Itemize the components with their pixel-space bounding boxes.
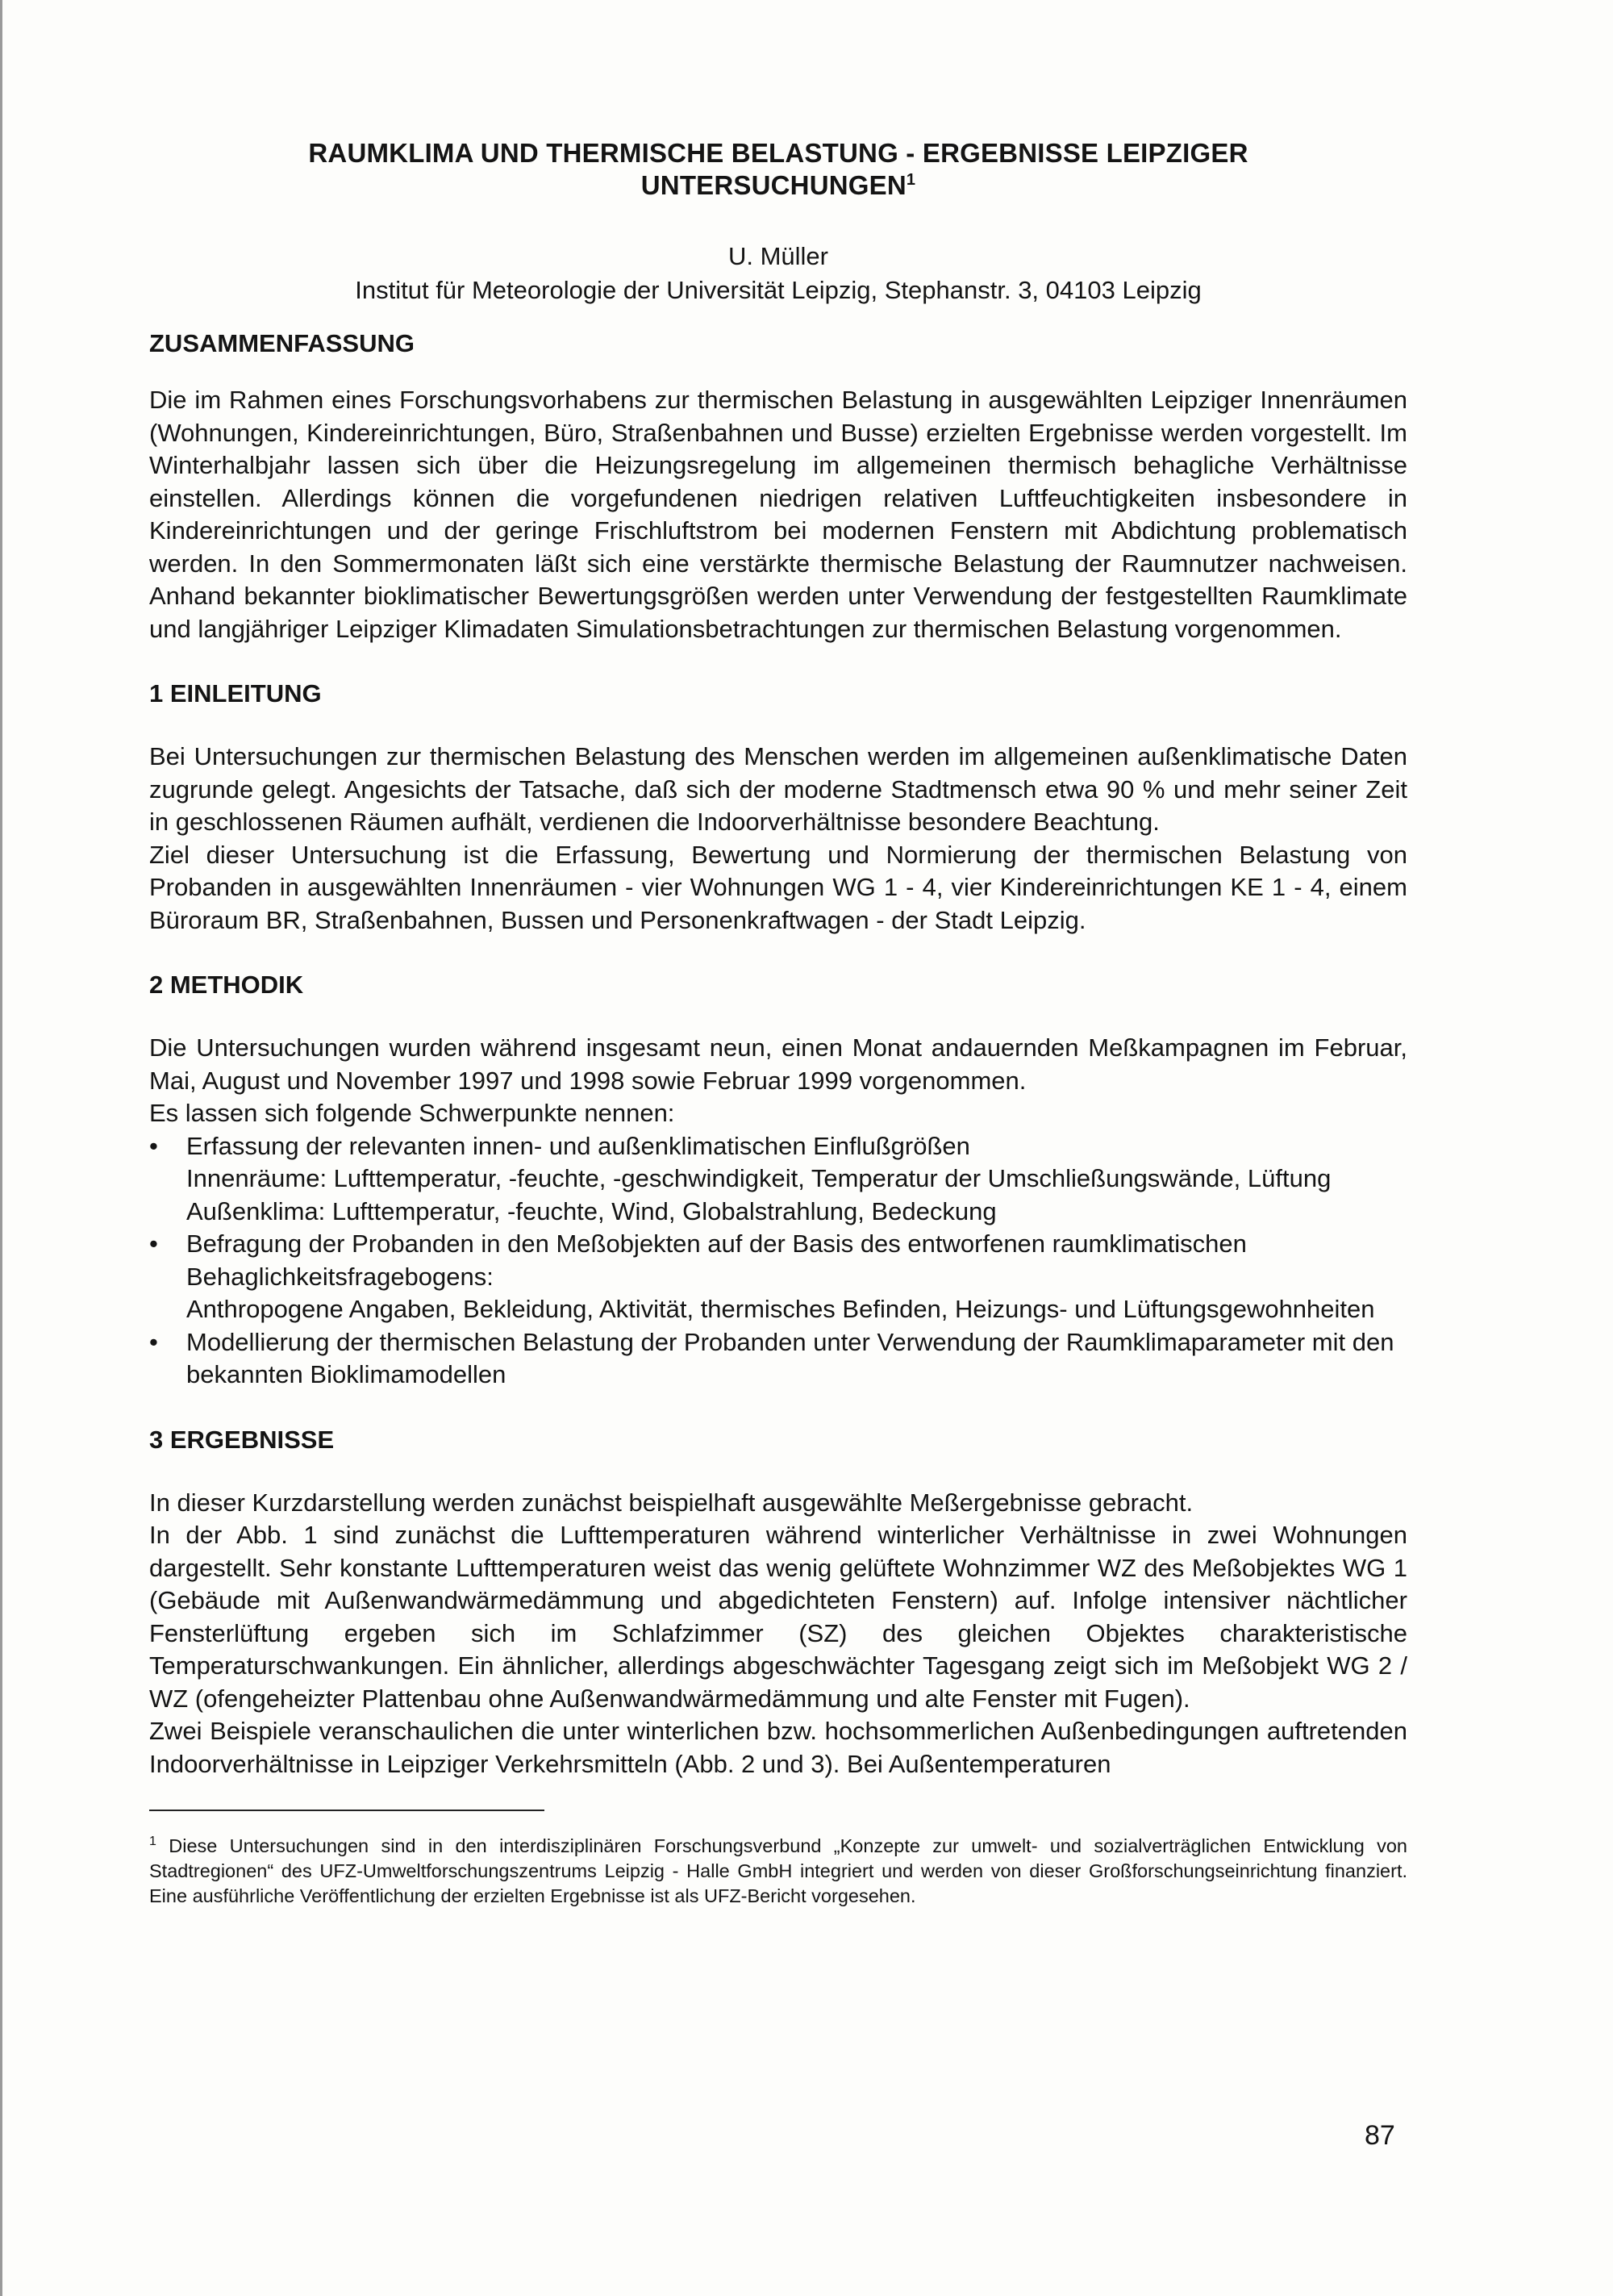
bullet-2-main: Befragung der Probanden in den Meßobjekten auf der Basis des entworfenen raumklimatischen Behaglichkeitsfragebogens: <box>186 1229 1247 1291</box>
section-1-heading: 1 EINLEITUNG <box>149 679 322 708</box>
footnote-text: Diese Untersuchungen sind in den interdisziplinären Forschungsverbund „Konzepte zur umwelt- und sozialverträglichen Entwicklung von Stadtregionen“ des UFZ-Umweltforschungszentrums Leipzig - Halle GmbH integriert und werden von dieser Großforschungseinrichtung finanziert. Eine ausführliche Veröffentlichung der erzielten Ergebnisse ist als UFZ-Bericht vorgesehen. <box>149 1835 1407 1906</box>
abstract-text: Die im Rahmen eines Forschungsvorhabens zur thermischen Belastung in ausgewählten Leipziger Innenräumen (Wohnungen, Kindereinrichtungen, Büro, Straßenbahnen und Busse) erzielten Ergebnisse werden vorgestellt. Im Winterhalbjahr lassen sich über die Heizungsregelung im allgemeinen thermisch behagliche Verhältnisse einstellen. Allerdings können die vorgefundenen niedrigen relativen Luftfeuchtigkeiten insbesondere in Kindereinrichtungen und der geringe Frischluftstrom bei modernen Fenstern mit Abdichtung problematisch werden. In den Sommermonaten läßt sich eine verstärkte thermische Belastung der Raumnutzer nachweisen. Anhand bekannter bioklimatischer Bewertungsgrößen werden unter Verwendung der festgestellten Raumklimate und langjähriger Leipziger Klimadaten Simulationsbetrachtungen zur thermischen Belastung vorgenommen. <box>149 386 1407 643</box>
affiliation: Institut für Meteorologie der Universität Leipzig, Stephanstr. 3, 04103 Leipzig <box>355 276 1202 304</box>
bullet-1-sub-1: Innenräume: Lufttemperatur, -feuchte, -geschwindigkeit, Temperatur der Umschließungswände, Lüftung <box>186 1164 1332 1192</box>
bullet-dot: • <box>149 1327 158 1356</box>
section-3-paragraph-3: Zwei Beispiele veranschaulichen die unter winterlichen bzw. hochsommerlichen Außenbedingungen auftretenden Indoorverhältnisse in Leipziger Verkehrsmitteln (Abb. 2 und 3). Bei Außentemperaturen <box>149 1717 1407 1778</box>
paper-page <box>149 121 1407 1909</box>
title-line-1: RAUMKLIMA UND THERMISCHE BELASTUNG - ERGEBNISSE LEIPZIGER <box>308 138 1248 168</box>
footnote <box>149 1829 1407 1909</box>
title-line-2 <box>149 169 1407 202</box>
footnote-mark: 1 <box>149 1835 156 1848</box>
bullet-1-sub-2: Außenklima: Lufttemperatur, -feuchte, Wind, Globalstrahlung, Bedeckung <box>186 1196 997 1225</box>
abstract-heading: ZUSAMMENFASSUNG <box>149 329 415 357</box>
section-2-paragraph-2: Es lassen sich folgende Schwerpunkte nennen: <box>149 1099 675 1127</box>
section-3-heading: 3 ERGEBNISSE <box>149 1425 335 1454</box>
bullet-2-sub-1: Anthropogene Angaben, Bekleidung, Aktivität, thermisches Befinden, Heizungs- und Lüftungsgewohnheiten <box>186 1295 1375 1323</box>
bullet-item-3 <box>149 1326 1407 1392</box>
bullet-1-main: Erfassung der relevanten innen- und außenklimatischen Einflußgrößen <box>186 1131 970 1160</box>
section-2-heading: 2 METHODIK <box>149 971 304 999</box>
section-2-paragraph-1: Die Untersuchungen wurden während insgesamt neun, einen Monat andauernden Meßkampagnen im Februar, Mai, August und November 1997 und 1998 sowie Februar 1999 vorgenommen. <box>149 1033 1407 1095</box>
bullet-item-2 <box>149 1228 1407 1326</box>
title-line-2-text: UNTERSUCHUNGEN <box>640 170 907 200</box>
section-1-paragraph-2: Ziel dieser Untersuchung ist die Erfassung, Bewertung und Normierung der thermischen Belastung von Probanden in ausgewählten Innenräumen - vier Wohnungen WG 1 - 4, vier Kindereinrichtungen KE 1 - 4, einem Büroraum BR, Straßenbahnen, Bussen und Personenkraftwagen - der Stadt Leipzig. <box>149 840 1407 934</box>
paper-title <box>149 137 1407 202</box>
section-3-paragraph-2: In der Abb. 1 sind zunächst die Lufttemperaturen während winterlicher Verhältnisse in zwei Wohnungen dargestellt. Sehr konstante Lufttemperaturen weist das wenig gelüftete Wohnzimmer WZ des Meßobjektes WG 1 (Gebäude mit Außenwandwärmedämmung und abgedichteten Fenstern) auf. Infolge intensiver nächtlicher Fensterlüftung ergeben sich im Schlafzimmer (SZ) des gleichen Objektes charakteristische Temperaturschwankungen. Ein ähnlicher, allerdings abgeschwächter Tagesgang zeigt sich im Meßobjekt WG 2 / WZ (ofengeheizter Plattenbau ohne Außenwandwärmedämmung und alte Fenster mit Fugen). <box>149 1521 1407 1713</box>
section-1-paragraph-1: Bei Untersuchungen zur thermischen Belastung des Menschen werden im allgemeinen außenklimatische Daten zugrunde gelegt. Angesichts der Tatsache, daß sich der moderne Stadtmensch etwa 90 % und mehr seiner Zeit in geschlossenen Räumen aufhält, verdienen die Indoorverhältnisse besondere Beachtung. <box>149 742 1407 836</box>
bullet-3-main: Modellierung der thermischen Belastung der Probanden unter Verwendung der Raumklimaparameter mit den bekannten Bioklimamodellen <box>186 1327 1394 1388</box>
footnote-divider <box>149 1810 544 1811</box>
scan-edge-line <box>0 0 2 2296</box>
methodik-bullet-list <box>149 1130 1407 1392</box>
bullet-item-1 <box>149 1130 1407 1229</box>
bullet-dot: • <box>149 1229 158 1258</box>
title-footnote-mark: 1 <box>906 171 916 189</box>
author: U. Müller <box>727 242 828 270</box>
bullet-dot: • <box>149 1131 158 1160</box>
section-3-paragraph-1: In dieser Kurzdarstellung werden zunächst beispielhaft ausgewählte Meßergebnisse gebracht. <box>149 1488 1194 1517</box>
page-number: 87 <box>1365 2120 1395 2151</box>
